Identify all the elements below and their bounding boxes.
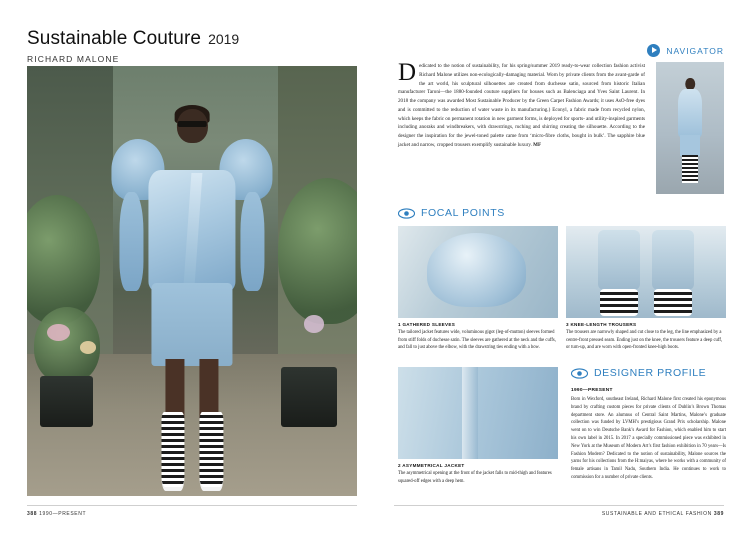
side-photo — [656, 62, 724, 194]
focal-caption-1-number: 1 — [398, 322, 401, 327]
focal-caption-3-title — [566, 322, 726, 327]
page-title: Sustainable Couture — [27, 28, 202, 49]
hero-photo — [27, 66, 357, 496]
focal-caption-3-number: 3 — [566, 322, 569, 327]
intro-body: edicated to the notion of sustainability, for his spring/summer 2019 ready-to-wear collection fashion activist Richard Malone utilizes non-ecologically-damaging material. Worn by private clients from the avant-garde of the art world, his sculptural silhouettes are created from duchesse satin, sourced from historic Italian manufacturer Taroni—the 1880-founded couture suppliers for houses such as Balenciaga and Yves Saint Laurent. In 2018 the company was awarded Most Sustainable Producer by the Green Carpet Fashion Awards; it uses AsO-free dyes and is committed to the reduction of water waste in its manufacturing.) Econyl, a fabric made from recycled nylon, which keeps the fabric on permanent rotation in new garment forms, is deployed for sports- and utility-inspired garments including anoraks and windbreakers, with drawstrings, ruching and shirring creating the silhouette. According to the designer the inspiration for the jewel-toned palette came from ‘micro-fibre cloths, bought in bulk’. The sapphire blue jacket and narrow, cropped trousers exemplify sustainable luxury. — [398, 63, 645, 148]
page-number-right: 389 — [713, 511, 724, 517]
focal-caption-1-body: The tailored jacket features wide, voluminous gigot (leg-of-mutton) sleeves formed from stiff folds of duchesse satin. The sleeves are gathered at the neck and the cuffs, and fall to just above the elbow, with the drawstring ties ending with a bow. — [398, 330, 556, 351]
model-arm-right — [240, 192, 265, 290]
side-model-trousers — [680, 135, 699, 156]
play-circle-icon — [647, 44, 660, 57]
gathered-sleeve-detail — [427, 233, 526, 307]
trouser-leg-right — [652, 230, 694, 291]
footer-right — [602, 511, 724, 517]
focal-points-label: FOCAL POINTS — [421, 207, 505, 219]
title-line — [27, 28, 357, 50]
eye-icon — [571, 368, 588, 379]
designer-profile-body: Born in Wexford, southeast Ireland, Richard Malone first created his eponymous brand by crafting custom pieces for private clients of Dublin’s Brown Thomas department store. An alumnus of Central Saint Martins, Malone’s graduate collection was funded by LVMH’s prestigious Grand Prix scholarship. Malone went on to win Deutsche Bank’s Award for Fashion, which enabled him to start his own label in 2015. In 2017 a specially commissioned piece was exhibited in New York at the Museum of Modern Art’s first fashion exhibition in 70 years—Is Fashion Modern? Dedicated to the notion of sustainability, Malone sources the yarns for his collections from the H:maiyas, where he works with a community of female artisans in Tamil Nadu, Southern India. He continues to work to commission for a number of private clients. — [571, 397, 726, 480]
footer-section-right: SUSTAINABLE AND ETHICAL FASHION — [601, 511, 712, 517]
footer-divider-left — [27, 505, 357, 506]
planter-left — [40, 376, 93, 428]
focal-caption-1 — [398, 322, 558, 352]
side-model-boots — [682, 155, 698, 184]
drop-cap: D — [398, 59, 417, 86]
focal-boot-left — [600, 289, 638, 317]
footer-divider-right — [394, 505, 724, 506]
focal-caption-2 — [398, 463, 558, 485]
eye-icon — [398, 208, 415, 219]
model-leg-right — [200, 359, 219, 420]
footer-section-left: 1990—PRESENT — [39, 511, 87, 517]
focal-boot-right — [654, 289, 692, 317]
designer-profile-heading — [571, 367, 706, 379]
flower-icon — [47, 324, 70, 341]
focal-caption-2-body: The asymmetrical opening at the front of the jacket falls to mid-thigh and features squared-off edges with a deep hem. — [398, 471, 552, 484]
side-model-jacket — [678, 89, 702, 137]
model-arm-left — [119, 192, 144, 290]
designer-name: RICHARD MALONE — [27, 54, 120, 64]
right-page — [375, 0, 750, 534]
focal-caption-2-number: 2 — [398, 463, 401, 468]
jacket-opening-detail — [462, 367, 478, 459]
striped-boot-left — [161, 412, 184, 492]
focal-photo-3-bg — [566, 226, 726, 318]
model-leg-left — [166, 359, 185, 420]
focal-photo-2-bg — [398, 367, 558, 459]
focal-caption-1-title — [398, 322, 558, 327]
focal-points-heading — [398, 207, 505, 219]
striped-boot-right — [200, 412, 223, 492]
focal-caption-3 — [566, 322, 726, 352]
focal-caption-2-heading: ASYMMETRICAL JACKET — [402, 463, 465, 468]
focal-photo-3 — [566, 226, 726, 318]
focal-caption-1-heading: GATHERED SLEEVES — [402, 322, 456, 327]
title-block — [27, 28, 357, 64]
side-model-figure — [673, 78, 707, 184]
model-figure — [114, 109, 269, 487]
footer-left — [27, 511, 86, 517]
trouser-leg-left — [598, 230, 640, 291]
focal-photo-1 — [398, 226, 558, 318]
focal-caption-2-title — [398, 463, 558, 468]
focal-caption-3-body: The trousers are narrowly shaped and cut close to the leg, the line emphasized by a centre-front pressed seam. Ending just on the knee, the trousers feature a deep cuff, or turn-up, and are worn with open-fronted knee-high boots. — [566, 330, 723, 351]
trousers — [152, 283, 233, 366]
intro-paragraph — [398, 59, 645, 150]
planter-right — [281, 367, 337, 427]
focal-photo-2 — [398, 367, 558, 459]
designer-profile-dates: 1990—PRESENT — [571, 388, 613, 393]
navigator-label: NAVIGATOR — [666, 45, 724, 56]
page-number-left: 388 — [27, 511, 38, 517]
designer-profile-block — [571, 388, 726, 482]
designer-profile-label: DESIGNER PROFILE — [594, 367, 707, 379]
flower-icon — [304, 315, 324, 332]
focal-caption-3-heading: KNEE-LENGTH TROUSERS — [570, 322, 637, 327]
sunglasses-icon — [177, 121, 206, 127]
side-model-head — [685, 78, 695, 91]
author-initials: MF — [533, 141, 542, 148]
navigator[interactable] — [647, 44, 724, 57]
page-year: 2019 — [208, 31, 240, 47]
